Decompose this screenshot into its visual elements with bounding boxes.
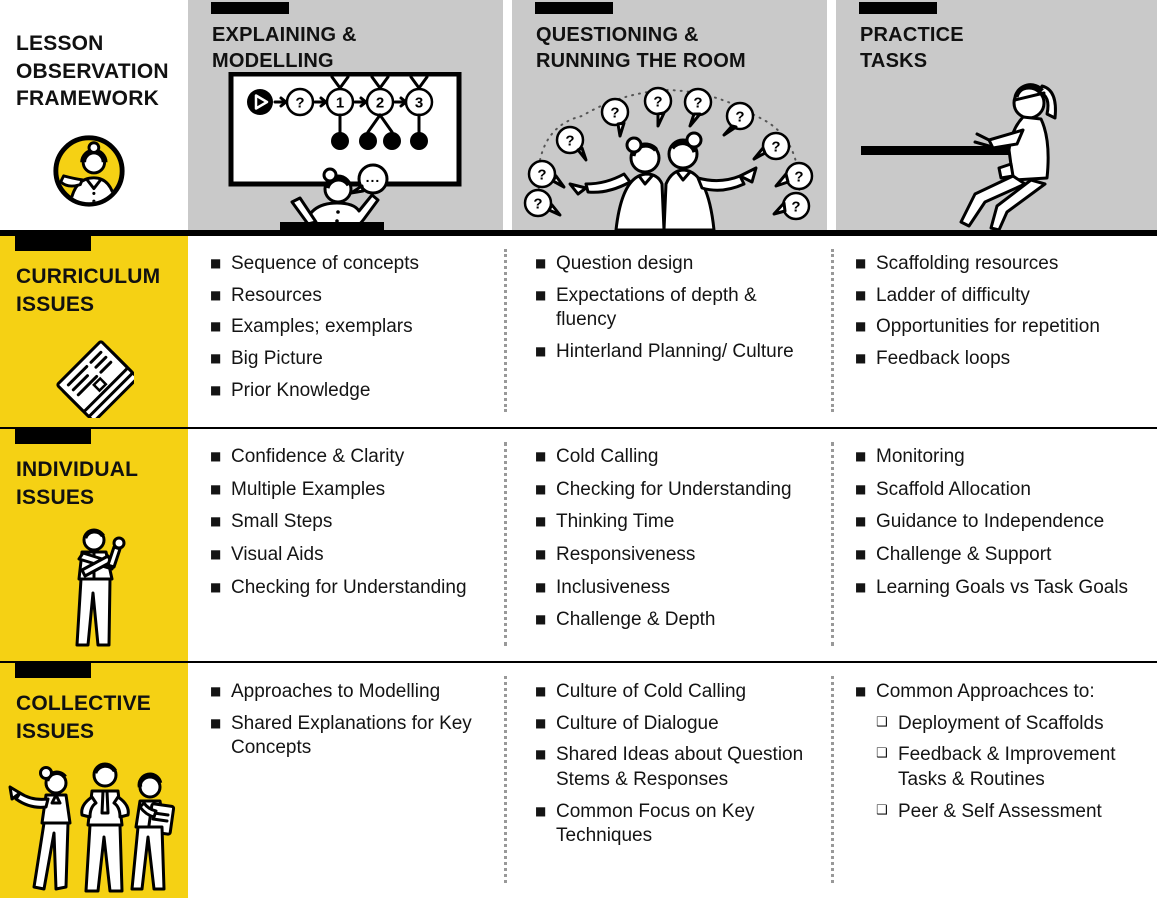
people-group-icon	[8, 761, 178, 895]
column-title-line: QUESTIONING &	[536, 24, 699, 46]
svg-text:2: 2	[375, 94, 385, 112]
student-desk-illustration	[836, 72, 1157, 230]
column-title-line: EXPLAINING &	[212, 24, 357, 46]
list-item: ■ Monitoring	[855, 445, 1147, 470]
bullet-square-icon: ■	[535, 684, 547, 698]
teacher-whiteboard-illustration	[188, 72, 503, 230]
bullet-square-icon: ■	[855, 256, 867, 270]
bullet-square-icon: ■	[855, 449, 867, 463]
row-label-curriculum	[0, 236, 188, 427]
svg-text:?: ?	[794, 168, 804, 186]
page-title-line: FRAMEWORK	[16, 87, 159, 111]
svg-text:1: 1	[335, 94, 345, 112]
bullet-square-icon: ■	[535, 579, 547, 594]
bullet-square-icon: ■	[855, 547, 867, 562]
cell-collective-practice	[832, 663, 1157, 898]
bullet-hollow-icon: ❑	[876, 802, 888, 818]
bullet-square-icon: ■	[210, 449, 222, 463]
list-item: ■ Responsiveness	[535, 543, 822, 568]
list-item: ■ Common Focus on Key Techniques	[535, 800, 822, 849]
list-item: ■ Guidance to Independence	[855, 510, 1147, 535]
list-item: ■ Challenge & Depth	[535, 608, 822, 633]
column-title-line: RUNNING THE ROOM	[536, 50, 746, 73]
page-title-line: LESSON	[16, 32, 104, 55]
row-title-line: CURRICULUM	[16, 265, 161, 288]
column-header-explaining-modelling	[188, 0, 503, 230]
list-item: ■ Confidence & Clarity	[210, 445, 495, 470]
column-title-line: MODELLING	[212, 50, 334, 73]
cell-curriculum-explaining	[188, 236, 505, 427]
bullet-square-icon: ■	[535, 715, 547, 730]
bullet-square-icon: ■	[210, 684, 222, 698]
list-item: ■ Challenge & Support	[855, 543, 1147, 568]
list-subitem: ❑ Peer & Self Assessment	[876, 800, 1147, 825]
svg-text:?: ?	[610, 104, 620, 122]
svg-text:?: ?	[537, 166, 547, 184]
svg-text:3: 3	[414, 94, 424, 112]
bullet-square-icon: ■	[210, 547, 222, 562]
svg-text:?: ?	[771, 138, 781, 156]
cell-individual-questioning	[505, 429, 832, 661]
header-tab	[535, 2, 613, 14]
bullet-square-icon: ■	[210, 579, 222, 594]
column-header-practice-tasks	[836, 0, 1157, 230]
list-item: ■ Prior Knowledge	[210, 379, 495, 404]
bullet-square-icon: ■	[210, 514, 222, 529]
row-title	[16, 690, 188, 745]
bullet-square-icon: ■	[210, 382, 222, 397]
bullet-square-icon: ■	[535, 803, 547, 818]
bullet-square-icon: ■	[210, 351, 222, 366]
row-title	[16, 263, 188, 318]
cell-curriculum-questioning	[505, 236, 832, 427]
list-item: ■ Cold Calling	[535, 445, 822, 470]
svg-text:?: ?	[693, 94, 703, 112]
page-title	[16, 30, 188, 113]
bullet-hollow-icon: ❑	[876, 746, 888, 762]
list-item: ■ Approaches to Modelling	[210, 680, 495, 705]
cell-collective-questioning	[505, 663, 832, 898]
svg-text:?: ?	[295, 94, 305, 112]
svg-text:?: ?	[791, 198, 801, 216]
bullet-square-icon: ■	[535, 344, 547, 359]
svg-text:?: ?	[735, 108, 745, 126]
bullet-square-icon: ■	[855, 287, 867, 302]
list-item: ■ Opportunities for repetition	[855, 315, 1147, 340]
papers-stack-icon	[48, 332, 134, 418]
bullet-square-icon: ■	[535, 287, 547, 302]
row-title-line: ISSUES	[16, 292, 95, 316]
bullet-square-icon: ■	[210, 319, 222, 334]
header-tab	[859, 2, 937, 14]
list-item: ■ Examples; exemplars	[210, 315, 495, 340]
list-item: ■ Resources	[210, 284, 495, 309]
cell-individual-practice	[832, 429, 1157, 661]
list-item: ■ Scaffolding resources	[855, 252, 1147, 277]
list-item: ■ Ladder of difficulty	[855, 284, 1147, 309]
bullet-square-icon: ■	[210, 481, 222, 496]
row-tab	[15, 663, 91, 678]
list-item: ■ Culture of Dialogue	[535, 712, 822, 737]
row-tab	[15, 429, 91, 444]
list-item: ■ Scaffold Allocation	[855, 478, 1147, 503]
row-title-line: ISSUES	[16, 719, 95, 743]
list-item: ■ Big Picture	[210, 347, 495, 372]
bullet-square-icon: ■	[855, 319, 867, 334]
list-item: ■ Inclusiveness	[535, 576, 822, 601]
row-label-collective	[0, 663, 188, 898]
row-tab	[15, 236, 91, 251]
bullet-square-icon: ■	[535, 256, 547, 270]
list-item: ■ Multiple Examples	[210, 478, 495, 503]
list-item: ■ Hinterland Planning/ Culture	[535, 340, 822, 365]
row-collective-issues	[0, 663, 1157, 898]
bullet-square-icon: ■	[535, 481, 547, 496]
bullet-square-icon: ■	[855, 579, 867, 594]
column-header-questioning-room	[512, 0, 827, 230]
bullet-square-icon: ■	[210, 287, 222, 302]
list-item: ■ Checking for Understanding	[535, 478, 822, 503]
row-title-line: COLLECTIVE	[16, 692, 152, 715]
bullet-square-icon: ■	[855, 481, 867, 496]
bullet-square-icon: ■	[855, 514, 867, 529]
bullet-square-icon: ■	[855, 351, 867, 366]
column-title-line: PRACTICE	[860, 24, 964, 46]
list-item: ■ Culture of Cold Calling	[535, 680, 822, 705]
list-subitem: ❑ Feedback & Improvement Tasks & Routines	[876, 743, 1147, 792]
bullet-square-icon: ■	[535, 612, 547, 627]
header-row	[0, 0, 1157, 230]
cell-curriculum-practice	[832, 236, 1157, 427]
row-individual-issues	[0, 429, 1157, 661]
list-item: ■ Learning Goals vs Task Goals	[855, 576, 1147, 601]
svg-text:?: ?	[565, 132, 575, 150]
list-item: ■ Common Approachces to:	[855, 680, 1147, 705]
list-item: ■ Thinking Time	[535, 510, 822, 535]
list-item: ■ Question design	[535, 252, 822, 277]
row-title	[16, 456, 188, 511]
bullet-square-icon: ■	[210, 256, 222, 270]
row-title-line: ISSUES	[16, 485, 95, 509]
list-subitem: ❑ Deployment of Scaffolds	[876, 712, 1147, 737]
person-standing-icon	[52, 525, 132, 653]
bullet-square-icon: ■	[535, 547, 547, 562]
teachers-questions-illustration	[512, 72, 827, 230]
list-item: ■ Expectations of depth & fluency	[535, 284, 822, 333]
svg-text:?: ?	[653, 93, 663, 111]
column-title	[536, 22, 827, 75]
list-item: ■ Shared Ideas about Question Stems & Responses	[535, 743, 822, 792]
row-curriculum-issues	[0, 236, 1157, 427]
list-item: ■ Shared Explanations for Key Concepts	[210, 712, 495, 761]
svg-text:...: ...	[365, 169, 381, 185]
bullet-square-icon: ■	[535, 449, 547, 463]
framework-title-cell	[0, 0, 188, 230]
bullet-square-icon: ■	[535, 514, 547, 529]
cell-individual-explaining	[188, 429, 505, 661]
bullet-hollow-icon: ❑	[876, 714, 888, 730]
column-title	[212, 22, 503, 75]
list-item: ■ Feedback loops	[855, 347, 1147, 372]
list-item: ■ Checking for Understanding	[210, 576, 495, 601]
header-tab	[211, 2, 289, 14]
column-title	[860, 22, 1157, 75]
bullet-square-icon: ■	[535, 747, 547, 762]
list-item: ■ Visual Aids	[210, 543, 495, 568]
row-label-individual	[0, 429, 188, 661]
bullet-square-icon: ■	[210, 715, 222, 730]
row-title-line: INDIVIDUAL	[16, 458, 139, 481]
teacher-avatar-icon	[50, 132, 128, 210]
column-title-line: TASKS	[860, 50, 928, 73]
list-item: ■ Sequence of concepts	[210, 252, 495, 277]
cell-collective-explaining	[188, 663, 505, 898]
list-item: ■ Small Steps	[210, 510, 495, 535]
bullet-square-icon: ■	[855, 684, 867, 698]
page-title-line: OBSERVATION	[16, 59, 169, 83]
svg-text:?: ?	[533, 195, 543, 213]
